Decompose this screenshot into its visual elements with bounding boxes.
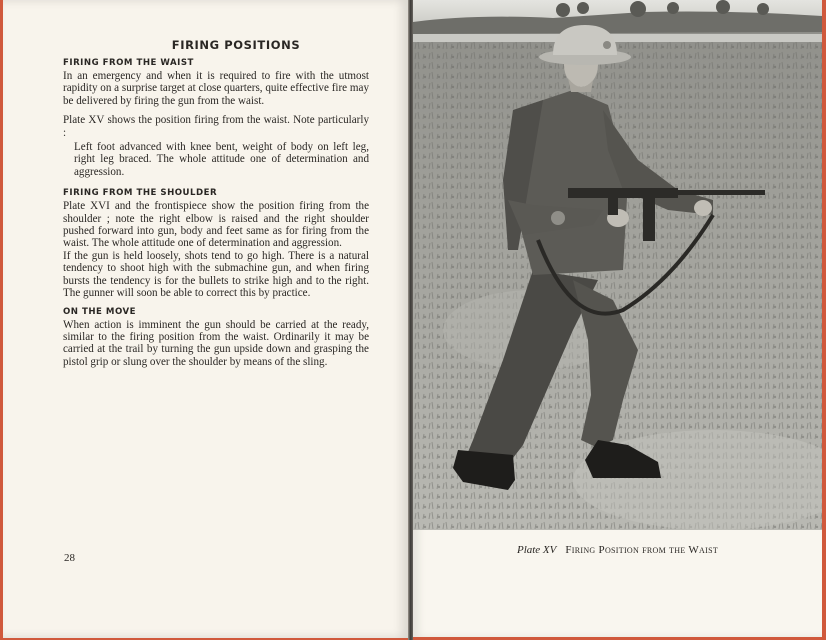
right-page: [413, 0, 822, 637]
paragraph: When action is imminent the gun should be carried at the ready, similar to the firing position from the waist. Ordinarily it may be carried at the trail by turning the gun upside down and grasping the pistol grip or slung over the shoulder by means of the sling.: [63, 318, 369, 368]
paragraph: Plate XVI and the frontispiece show the position firing from the shoulder ; note the right elbow is raised and the right shoulder pushed forward into gun, body and feet same as for firing from the waist. The whole attitude one of determination and aggression.: [63, 200, 369, 250]
page-title: FIRING POSITIONS: [171, 38, 301, 52]
page-number: 28: [64, 552, 75, 564]
indented-paragraph: Left foot advanced with knee bent, weight of body on left leg, right leg braced. The whole attitude one of determination and aggression.: [74, 141, 369, 178]
plate-caption: [413, 544, 822, 556]
paragraph: Plate XV shows the position firing from the waist. Note particularly :: [63, 114, 369, 139]
section-heading-waist: FIRING FROM THE WAIST: [63, 58, 194, 68]
left-page: [3, 0, 408, 638]
soldier-photo-illustration: [413, 0, 822, 530]
plate-photograph: [413, 0, 822, 530]
paragraph: In an emergency and when it is required to fire with the utmost rapidity on a surprise target at close quarters, quite effective fire may be delivered by firing the gun from the waist.: [63, 70, 369, 107]
text-column: [63, 38, 369, 375]
section-heading-shoulder: FIRING FROM THE SHOULDER: [63, 188, 218, 199]
paragraph: If the gun is held loosely, shots tend to go high. There is a natural tendency to shoot high with the submachine gun, and when firing bursts the tendency is for the bullets to strike high and to the right. The gunner will soon be able to correct this by practice.: [63, 249, 369, 300]
section-heading-move: ON THE MOVE: [63, 306, 137, 317]
plate-number: Plate XV: [516, 544, 557, 556]
plate-title: Firing Position from the Waist: [565, 544, 719, 556]
